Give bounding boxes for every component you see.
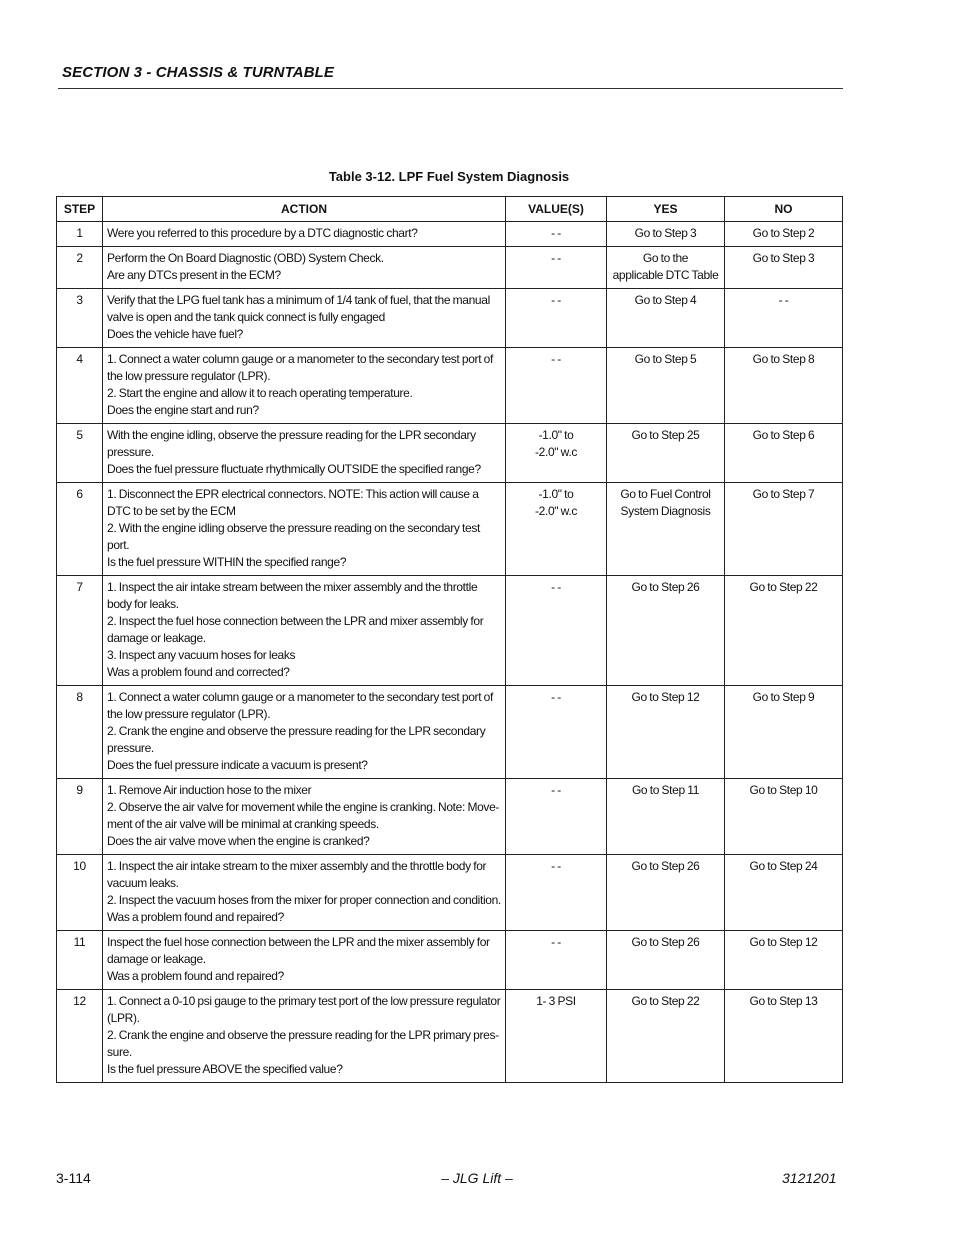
no-cell bbox=[725, 289, 843, 348]
action-cell bbox=[103, 483, 506, 576]
value-cell-line: -2.0" w.c bbox=[535, 445, 577, 459]
action-cell bbox=[103, 931, 506, 990]
yes-cell bbox=[607, 483, 725, 576]
action-cell-line: 2. Crank the engine and observe the pressure reading for the LPR secondary bbox=[107, 724, 486, 738]
action-cell-line: damage or leakage. bbox=[107, 631, 206, 645]
action-cell-line: 1. Connect a water column gauge or a manometer to the secondary test port of bbox=[107, 690, 493, 704]
step-cell: 6 bbox=[57, 483, 103, 576]
action-cell bbox=[103, 289, 506, 348]
table-row bbox=[57, 483, 843, 576]
table-row bbox=[57, 931, 843, 990]
action-cell bbox=[103, 990, 506, 1083]
action-cell-line: 2. Inspect the fuel hose connection between the LPR and mixer assembly for bbox=[107, 614, 484, 628]
header-rule bbox=[58, 88, 843, 89]
value-cell-line: - - bbox=[551, 935, 561, 949]
step-cell: 7 bbox=[57, 576, 103, 686]
no-cell-line: Go to Step 24 bbox=[749, 859, 818, 873]
value-cell bbox=[506, 424, 607, 483]
yes-cell-line: Go to Step 12 bbox=[631, 690, 700, 704]
table-row bbox=[57, 779, 843, 855]
no-cell-line: Go to Step 10 bbox=[749, 783, 818, 797]
action-cell-line: Does the vehicle have fuel? bbox=[107, 327, 243, 341]
no-cell bbox=[725, 686, 843, 779]
action-cell-line: Does the air valve move when the engine is cranked? bbox=[107, 834, 370, 848]
yes-cell-line: Go to Step 25 bbox=[631, 428, 700, 442]
value-cell bbox=[506, 348, 607, 424]
action-cell-line: DTC to be set by the ECM bbox=[107, 504, 236, 518]
action-cell-line: Verify that the LPG fuel tank has a minimum of 1/4 tank of fuel, that the manual bbox=[107, 293, 490, 307]
yes-cell bbox=[607, 576, 725, 686]
yes-cell-line: Go to Step 26 bbox=[631, 580, 700, 594]
step-cell: 3 bbox=[57, 289, 103, 348]
yes-cell-line: Go to Step 26 bbox=[631, 935, 700, 949]
action-cell-line: vacuum leaks. bbox=[107, 876, 179, 890]
step-cell: 4 bbox=[57, 348, 103, 424]
yes-cell-line: Go to Step 22 bbox=[631, 994, 700, 1008]
action-cell-line: Was a problem found and repaired? bbox=[107, 910, 284, 924]
yes-cell-line: System Diagnosis bbox=[620, 504, 711, 518]
action-cell-line: Was a problem found and corrected? bbox=[107, 665, 290, 679]
yes-cell-line: Go to Step 3 bbox=[634, 226, 697, 240]
diagnosis-table bbox=[56, 196, 843, 1083]
action-cell-line: 1. Connect a 0-10 psi gauge to the primary test port of the low pressure regulator bbox=[107, 994, 501, 1008]
step-cell: 8 bbox=[57, 686, 103, 779]
action-cell-line: 1. Remove Air induction hose to the mixer bbox=[107, 783, 312, 797]
table-row bbox=[57, 686, 843, 779]
no-cell-line: Go to Step 22 bbox=[749, 580, 818, 594]
action-cell-line: 3. Inspect any vacuum hoses for leaks bbox=[107, 648, 296, 662]
column-header-values: VALUE(S) bbox=[506, 197, 607, 222]
action-cell-line: Is the fuel pressure WITHIN the specified range? bbox=[107, 555, 347, 569]
action-cell-line: 2. Observe the air valve for movement while the engine is cranking. Note: Move- bbox=[107, 800, 500, 814]
action-cell bbox=[103, 576, 506, 686]
action-cell-line: Does the engine start and run? bbox=[107, 403, 259, 417]
action-cell bbox=[103, 779, 506, 855]
yes-cell-line: Go to the bbox=[642, 251, 689, 265]
action-cell-line: the low pressure regulator (LPR). bbox=[107, 369, 271, 383]
action-cell-line: ment of the air valve will be minimal at cranking speeds. bbox=[107, 817, 379, 831]
yes-cell bbox=[607, 289, 725, 348]
column-header-action: ACTION bbox=[103, 197, 506, 222]
page-number: 3-114 bbox=[56, 1170, 91, 1186]
yes-cell bbox=[607, 855, 725, 931]
value-cell bbox=[506, 990, 607, 1083]
no-cell bbox=[725, 247, 843, 289]
table-row bbox=[57, 855, 843, 931]
action-cell-line: 2. Inspect the vacuum hoses from the mixer for proper connection and condition. bbox=[107, 893, 501, 907]
value-cell bbox=[506, 222, 607, 247]
action-cell-line: 2. Crank the engine and observe the pressure reading for the LPR primary pres- bbox=[107, 1028, 499, 1042]
action-cell-line: With the engine idling, observe the pressure reading for the LPR secondary bbox=[107, 428, 476, 442]
yes-cell bbox=[607, 247, 725, 289]
value-cell-line: - - bbox=[551, 580, 561, 594]
action-cell-line: Does the fuel pressure indicate a vacuum is present? bbox=[107, 758, 368, 772]
no-cell bbox=[725, 483, 843, 576]
table-header-row bbox=[57, 197, 843, 222]
table-row bbox=[57, 990, 843, 1083]
table-row bbox=[57, 222, 843, 247]
step-cell: 1 bbox=[57, 222, 103, 247]
value-cell-line: - - bbox=[551, 690, 561, 704]
action-cell-line: the low pressure regulator (LPR). bbox=[107, 707, 271, 721]
no-cell-line: Go to Step 12 bbox=[749, 935, 818, 949]
table-row bbox=[57, 348, 843, 424]
table-title: Table 3-12. LPF Fuel System Diagnosis bbox=[328, 169, 570, 184]
document-number: 3121201 bbox=[782, 1170, 837, 1186]
no-cell-line: - - bbox=[778, 293, 789, 307]
value-cell-line: 1- 3 PSI bbox=[536, 994, 576, 1008]
no-cell bbox=[725, 990, 843, 1083]
value-cell-line: - - bbox=[551, 251, 561, 265]
action-cell-line: Inspect the fuel hose connection between the LPR and the mixer assembly for bbox=[107, 935, 490, 949]
no-cell-line: Go to Step 8 bbox=[752, 352, 815, 366]
yes-cell bbox=[607, 222, 725, 247]
action-cell-line: Are any DTCs present in the ECM? bbox=[107, 268, 281, 282]
step-cell: 5 bbox=[57, 424, 103, 483]
table-row bbox=[57, 247, 843, 289]
action-cell-line: Was a problem found and repaired? bbox=[107, 969, 284, 983]
no-cell-line: Go to Step 9 bbox=[752, 690, 815, 704]
action-cell-line: valve is open and the tank quick connect is fully engaged bbox=[107, 310, 385, 324]
no-cell-line: Go to Step 2 bbox=[752, 226, 815, 240]
table-row bbox=[57, 289, 843, 348]
no-cell bbox=[725, 779, 843, 855]
column-header-no: NO bbox=[725, 197, 843, 222]
action-cell-line: 1. Inspect the air intake stream to the mixer assembly and the throttle body for bbox=[107, 859, 487, 873]
action-cell-line: body for leaks. bbox=[107, 597, 179, 611]
action-cell-line: 2. Start the engine and allow it to reach operating temperature. bbox=[107, 386, 413, 400]
value-cell bbox=[506, 289, 607, 348]
footer-publisher: – JLG Lift – bbox=[441, 1170, 513, 1186]
no-cell bbox=[725, 576, 843, 686]
yes-cell bbox=[607, 990, 725, 1083]
column-header-yes: YES bbox=[607, 197, 725, 222]
yes-cell-line: Go to Step 4 bbox=[634, 293, 697, 307]
action-cell bbox=[103, 222, 506, 247]
action-cell-line: Is the fuel pressure ABOVE the specified value? bbox=[107, 1062, 343, 1076]
step-cell: 9 bbox=[57, 779, 103, 855]
action-cell-line: 1. Connect a water column gauge or a manometer to the secondary test port of bbox=[107, 352, 493, 366]
value-cell-line: - - bbox=[551, 293, 561, 307]
action-cell-line: sure. bbox=[107, 1045, 132, 1059]
no-cell bbox=[725, 931, 843, 990]
value-cell-line: - - bbox=[551, 859, 561, 873]
action-cell bbox=[103, 424, 506, 483]
no-cell-line: Go to Step 3 bbox=[752, 251, 815, 265]
no-cell bbox=[725, 424, 843, 483]
section-header: SECTION 3 - CHASSIS & TURNTABLE bbox=[62, 64, 335, 81]
table-row bbox=[57, 576, 843, 686]
action-cell bbox=[103, 247, 506, 289]
value-cell bbox=[506, 779, 607, 855]
action-cell-line: 1. Disconnect the EPR electrical connectors. NOTE: This action will cause a bbox=[107, 487, 479, 501]
yes-cell bbox=[607, 686, 725, 779]
yes-cell bbox=[607, 348, 725, 424]
yes-cell bbox=[607, 779, 725, 855]
yes-cell-line: Go to Step 5 bbox=[634, 352, 697, 366]
no-cell bbox=[725, 348, 843, 424]
value-cell bbox=[506, 931, 607, 990]
step-cell: 12 bbox=[57, 990, 103, 1083]
value-cell bbox=[506, 483, 607, 576]
no-cell-line: Go to Step 7 bbox=[752, 487, 815, 501]
no-cell-line: Go to Step 6 bbox=[752, 428, 815, 442]
no-cell-line: Go to Step 13 bbox=[749, 994, 818, 1008]
step-cell: 2 bbox=[57, 247, 103, 289]
action-cell-line: Does the fuel pressure fluctuate rhythmically OUTSIDE the specified range? bbox=[107, 462, 481, 476]
action-cell bbox=[103, 855, 506, 931]
value-cell-line: -2.0" w.c bbox=[535, 504, 577, 518]
action-cell-line: (LPR). bbox=[107, 1011, 140, 1025]
value-cell bbox=[506, 686, 607, 779]
value-cell bbox=[506, 247, 607, 289]
yes-cell-line: Go to Step 11 bbox=[631, 783, 700, 797]
action-cell bbox=[103, 686, 506, 779]
action-cell-line: 2. With the engine idling observe the pressure reading on the secondary test bbox=[107, 521, 480, 535]
yes-cell bbox=[607, 424, 725, 483]
value-cell-line: -1.0" to bbox=[538, 487, 574, 501]
action-cell-line: Perform the On Board Diagnostic (OBD) System Check. bbox=[107, 251, 384, 265]
yes-cell bbox=[607, 931, 725, 990]
action-cell-line: pressure. bbox=[107, 445, 154, 459]
value-cell-line: - - bbox=[551, 226, 561, 240]
value-cell bbox=[506, 855, 607, 931]
column-header-step: STEP bbox=[57, 197, 103, 222]
action-cell-line: 1. Inspect the air intake stream between the mixer assembly and the throttle bbox=[107, 580, 478, 594]
step-cell: 10 bbox=[57, 855, 103, 931]
yes-cell-line: applicable DTC Table bbox=[612, 268, 719, 282]
no-cell bbox=[725, 222, 843, 247]
action-cell-line: pressure. bbox=[107, 741, 154, 755]
action-cell bbox=[103, 348, 506, 424]
step-cell: 11 bbox=[57, 931, 103, 990]
table-row bbox=[57, 424, 843, 483]
value-cell-line: -1.0" to bbox=[538, 428, 574, 442]
value-cell bbox=[506, 576, 607, 686]
action-cell-line: Were you referred to this procedure by a DTC diagnostic chart? bbox=[107, 226, 418, 240]
value-cell-line: - - bbox=[551, 783, 561, 797]
action-cell-line: damage or leakage. bbox=[107, 952, 206, 966]
value-cell-line: - - bbox=[551, 352, 561, 366]
action-cell-line: port. bbox=[107, 538, 130, 552]
no-cell bbox=[725, 855, 843, 931]
table-body bbox=[57, 222, 843, 1083]
yes-cell-line: Go to Step 26 bbox=[631, 859, 700, 873]
yes-cell-line: Go to Fuel Control bbox=[620, 487, 711, 501]
